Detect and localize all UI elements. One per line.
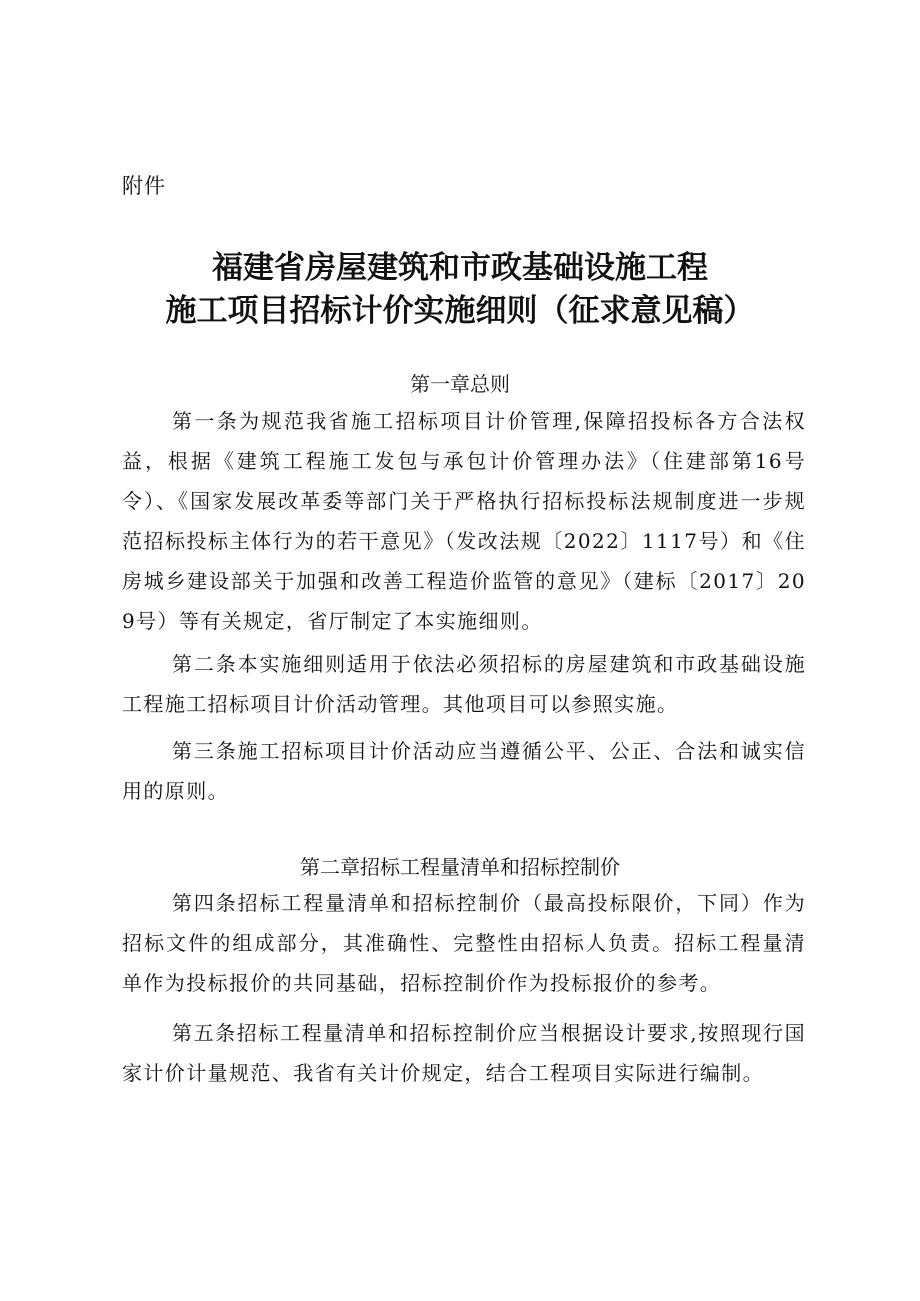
article-1: 第一条为规范我省施工招标项目计价管理,保障招投标各方合法权益，根据《建筑工程施工发包与承包计价管理办法》（住建部第16号令）、《国家发展改革委等部门关于严格执行招标投标法规制度进一步规范招标投标主体行为的若干意见》（发改法规〔2022〕1117号）和《住房城乡建设部关于加强和改善工程造价监管的意见》（建标〔2017〕209号）等有关规定，省厅制定了本实施细则。 bbox=[122, 409, 806, 633]
document-title-line-1: 福建省房屋建筑和市政基础设施工程 bbox=[212, 250, 708, 286]
attachment-label: 附件 bbox=[122, 174, 166, 198]
chapter-2-heading: 第二章招标工程量清单和招标控制价 bbox=[300, 855, 620, 879]
article-4: 第四条招标工程量清单和招标控制价（最高投标限价，下同）作为招标文件的组成部分，其准确性、完整性由招标人负责。招标工程量清单作为投标报价的共同基础，招标控制价作为投标报价的参考。 bbox=[122, 891, 806, 995]
article-3: 第三条施工招标项目计价活动应当遵循公平、公正、合法和诚实信用的原则。 bbox=[122, 739, 806, 803]
article-5: 第五条招标工程量清单和招标控制价应当根据设计要求,按照现行国家计价计量规范、我省有关计价规定，结合工程项目实际进行编制。 bbox=[122, 1021, 806, 1085]
article-2: 第二条本实施细则适用于依法必须招标的房屋建筑和市政基础设施工程施工招标项目计价活动管理。其他项目可以参照实施。 bbox=[122, 652, 806, 716]
chapter-1-heading: 第一章总则 bbox=[410, 372, 510, 396]
document-title-line-2: 施工项目招标计价实施细则（征求意见稿） bbox=[165, 293, 755, 329]
